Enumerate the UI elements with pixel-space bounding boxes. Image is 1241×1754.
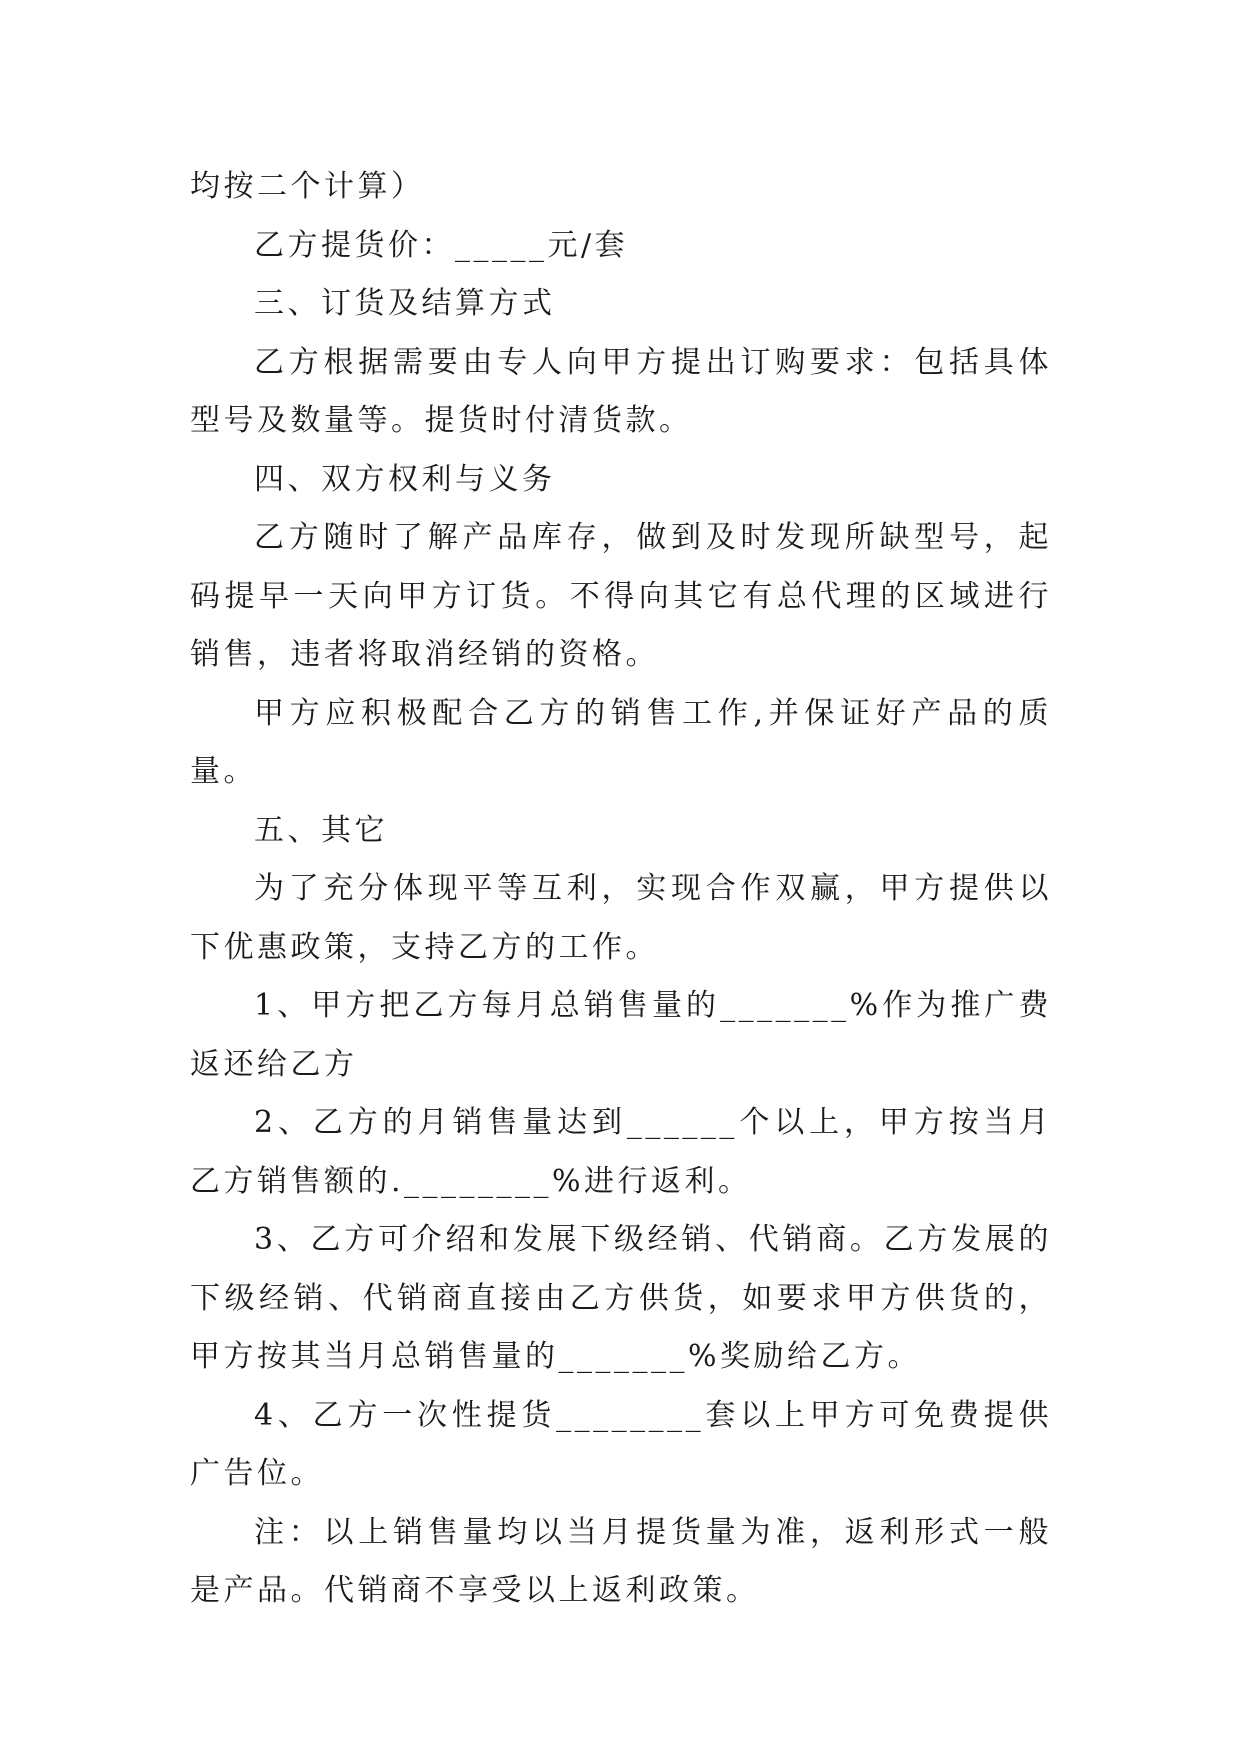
paragraph-note: 注：以上销售量均以当月提货量为准，返利形式一般是产品。代销商不享受以上返利政策。	[190, 1514, 1052, 1608]
section-heading-other: 五、其它	[254, 812, 388, 848]
section-heading-rights: 四、双方权利与义务	[254, 461, 556, 497]
paragraph-party-b-duties: 乙方随时了解产品库存，做到及时发现所缺型号，起码提早一天向甲方订货。不得向其它有总代理的区域进行销售，违者将取消经销的资格。	[190, 520, 1052, 672]
paragraph-delivery-price: 乙方提货价：_____元/套	[254, 227, 629, 263]
clause-4: 4、乙方一次性提货________套以上甲方可免费提供广告位。	[190, 1397, 1052, 1491]
paragraph-party-a-duties: 甲方应积极配合乙方的销售工作,并保证好产品的质量。	[190, 695, 1052, 789]
clause-1: 1、甲方把乙方每月总销售量的_______%作为推广费返还给乙方	[190, 988, 1052, 1082]
document-body	[190, 158, 1052, 1621]
clause-3: 3、乙方可介绍和发展下级经销、代销商。乙方发展的下级经销、代销商直接由乙方供货，如要求甲方供货的，甲方按其当月总销售量的_______%奖励给乙方。	[190, 1222, 1052, 1374]
clause-2: 2、乙方的月销售量达到______个以上，甲方按当月乙方销售额的.________%进行返利。	[190, 1105, 1052, 1199]
paragraph-continuation: 均按二个计算）	[190, 169, 425, 204]
paragraph-ordering: 乙方根据需要由专人向甲方提出订购要求：包括具体型号及数量等。提货时付清货款。	[190, 344, 1052, 438]
section-heading-ordering: 三、订货及结算方式	[254, 286, 556, 321]
paragraph-policy-intro: 为了充分体现平等互利，实现合作双赢，甲方提供以下优惠政策，支持乙方的工作。	[190, 871, 1052, 965]
